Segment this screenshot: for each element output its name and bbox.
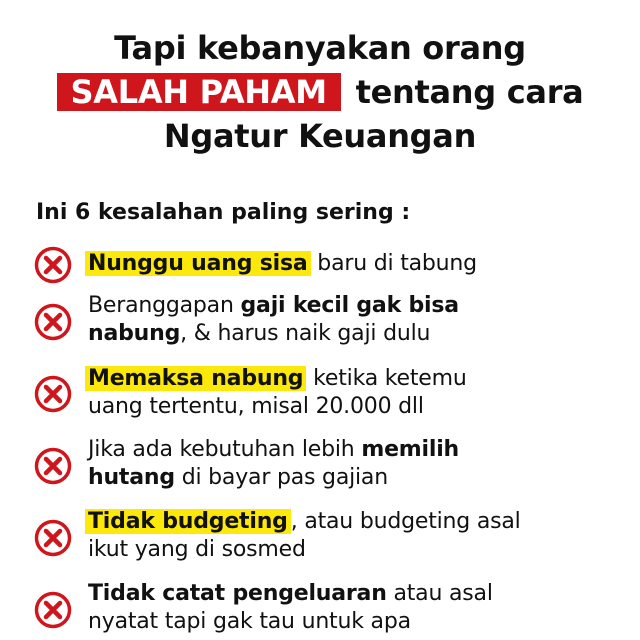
list-intro: Ini 6 kesalahan paling sering : (36, 200, 411, 225)
mistake-5-highlight: Tidak budgeting (85, 509, 291, 534)
headline-highlight: SALAH PAHAM (57, 73, 341, 111)
mistake-4-bold-b: hutang (88, 465, 175, 490)
headline-line-3: Ngatur Keuangan (163, 117, 477, 155)
mistake-1-highlight: Nunggu uang sisa (85, 251, 311, 276)
mistake-4-part-a: Jika ada kebutuhan lebih (88, 437, 362, 462)
headline-line-2 (0, 70, 640, 114)
mistake-2-part-b: , & harus naik gaji dulu (180, 321, 431, 346)
mistake-6-rest: atau asal (386, 581, 493, 606)
mistake-5-line-2: ikut yang di sosmed (88, 537, 306, 562)
mistake-4-bold-a: memilih (361, 437, 459, 462)
headline (0, 26, 640, 158)
headline-line-1: Tapi kebanyakan orang (114, 29, 526, 67)
mistake-3-line-2: uang tertentu, misal 20.000 dll (88, 394, 424, 419)
x-circle-icon (33, 518, 73, 558)
headline-line-2-rest: tentang cara (355, 73, 584, 111)
x-circle-icon (33, 374, 73, 414)
mistake-text-3 (88, 365, 633, 421)
mistake-text-1 (88, 250, 633, 278)
x-circle-icon (33, 590, 73, 630)
x-circle-icon (33, 446, 73, 486)
mistake-text-4 (88, 436, 633, 492)
mistake-1-rest: baru di tabung (310, 251, 477, 276)
mistake-2-part-a: Beranggapan (88, 293, 241, 318)
mistake-2-bold-b: nabung (88, 321, 181, 346)
mistake-6-line-2: nyatat tapi gak tau untuk apa (88, 609, 411, 634)
mistake-3-rest: ketika ketemu (306, 366, 467, 391)
mistake-6-bold: Tidak catat pengeluaran (88, 581, 387, 606)
x-circle-icon (33, 302, 73, 342)
mistake-3-highlight: Memaksa nabung (85, 366, 306, 391)
x-circle-icon (33, 245, 73, 285)
mistake-4-part-b: di bayar pas gajian (174, 465, 388, 490)
mistake-text-5 (88, 508, 633, 564)
mistake-text-6 (88, 580, 633, 636)
mistake-2-bold-a: gaji kecil gak bisa (240, 293, 459, 318)
mistake-5-rest: , atau budgeting asal (290, 509, 521, 534)
mistake-text-2 (88, 292, 633, 348)
